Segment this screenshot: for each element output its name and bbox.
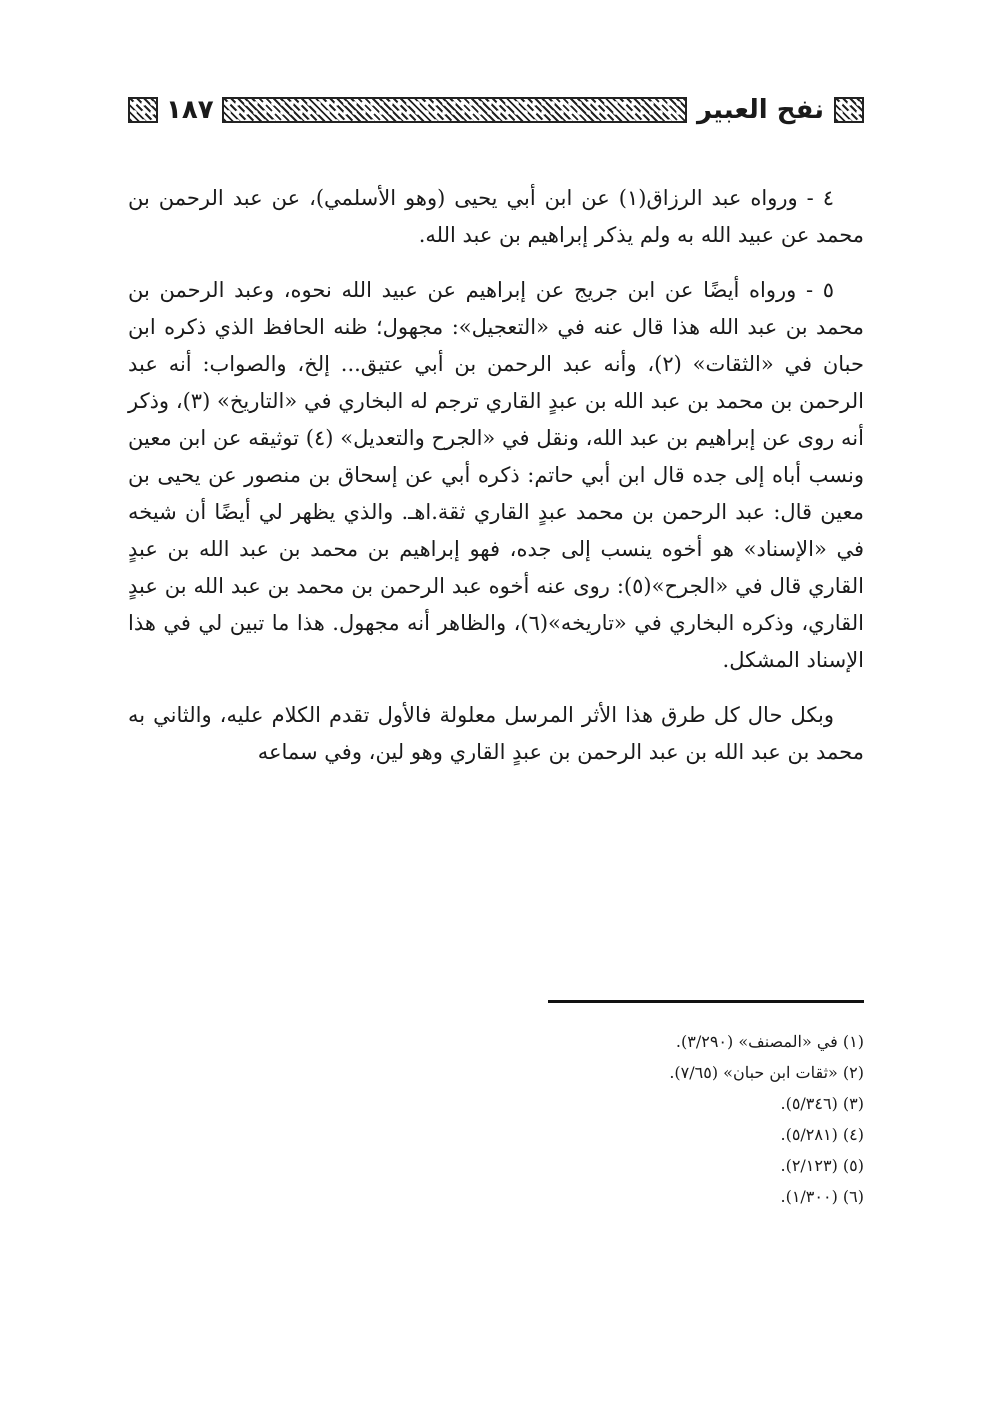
header-ornament-left [128,97,158,123]
footnote-6: (٦) (١/٣٠٠). [780,1187,864,1206]
paragraph-conclusion: وبكل حال كل طرق هذا الأثر المرسل معلولة فالأول تقدم الكلام عليه، والثاني به محمد بن عبد الله بن عبد الرحمن بن عبدٍ القاري وهو لين، وفي سماعه [128,703,864,764]
footnote-separator [548,1000,864,1003]
footnotes [448,1026,864,1212]
footnote-1: (١) في «المصنف» (٣/٢٩٠). [675,1032,864,1051]
main-text [128,180,864,789]
header-ornament-band [222,97,687,123]
paragraph-5: ٥ - ورواه أيضًا عن ابن جريج عن إبراهيم عن عبيد الله نحوه، وعبد الرحمن بن محمد بن عبد الله هذا قال عنه في «التعجيل»: مجهول؛ ظنه الحافظ الذي ذكره ابن حبان في «الثقات» (٢)، وأنه عبد الرحمن بن أبي عتيق... إلخ، والصواب: أنه عبد الرحمن بن محمد بن عبد الله بن عبدٍ القاري ترجم له البخاري في «التاريخ» (٣)، وذكر أنه روى عن إبراهيم بن عبد الله، ونقل في «الجرح والتعديل» (٤) توثيقه عن ابن معين ونسب أباه إلى جده قال ابن أبي حاتم: ذكره أبي عن إسحاق بن منصور عن يحيى بن معين قال: عبد الرحمن بن محمد عبدٍ القاري ثقة.اهـ. والذي يظهر لي أيضًا أن شيخه في «الإسناد» هو أخوه ينسب إلى جده، فهو إبراهيم بن محمد بن عبد الله بن عبدٍ القاري قال في «الجرح»(٥): روى عنه أخوه عبد الرحمن بن محمد بن عبد الله بن عبدٍ القاري، وذكره البخاري في «تاريخه»(٦)، والظاهر أنه مجهول. هذا ما تبين لي في هذا الإسناد المشكل. [128,278,865,672]
footnote-3: (٣) (٥/٣٤٦). [780,1094,864,1113]
header-ornament-right [834,97,864,123]
book-title: نفح العبير [696,95,824,125]
footnote-5: (٥) (٢/١٢٣). [780,1156,864,1175]
footnote-4: (٤) (٥/٢٨١). [780,1125,864,1144]
running-header [128,90,864,130]
page-number: ١٨٧ [166,95,214,125]
paragraph-4: ٤ - ورواه عبد الرزاق(١) عن ابن أبي يحيى (وهو الأسلمي)، عن عبد الرحمن بن محمد عن عبيد الله به ولم يذكر إبراهيم بن عبد الله. [128,186,864,247]
footnote-2: (٢) «ثقات ابن حبان» (٧/٦٥). [669,1063,864,1082]
